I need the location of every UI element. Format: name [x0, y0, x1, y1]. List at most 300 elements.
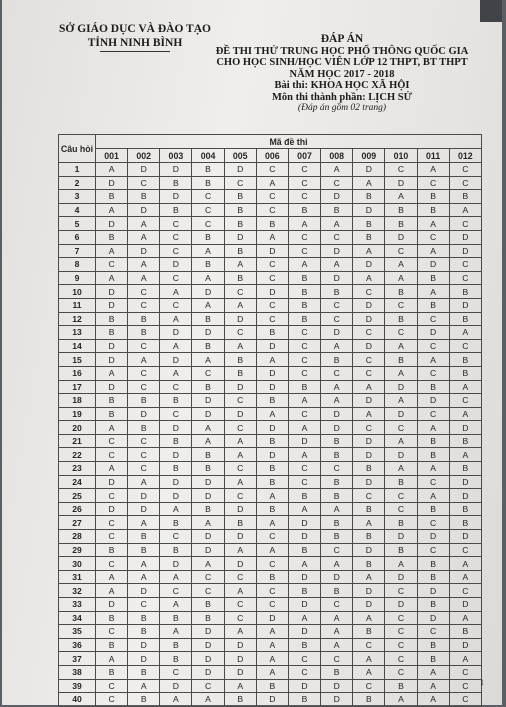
answer-cell: A — [192, 271, 224, 285]
answer-cell: C — [288, 244, 320, 258]
answer-cell: C — [288, 407, 320, 421]
answer-cell: C — [449, 271, 481, 285]
answer-cell: A — [385, 462, 417, 476]
answer-cell: A — [224, 448, 256, 462]
answer-cell: A — [321, 557, 353, 571]
answer-cell: A — [321, 394, 353, 408]
answer-cell: D — [417, 530, 449, 544]
answer-cell: B — [160, 203, 192, 217]
answer-cell: C — [353, 638, 385, 652]
answer-cell: D — [288, 625, 320, 639]
table-row — [59, 203, 482, 217]
exam-code-header: 009 — [353, 149, 385, 163]
answer-cell: C — [160, 584, 192, 598]
table-row — [59, 638, 482, 652]
answer-cell: C — [160, 217, 192, 231]
answer-cell: B — [321, 475, 353, 489]
answer-cell: B — [385, 203, 417, 217]
answer-cell: D — [160, 557, 192, 571]
answer-cell: C — [321, 312, 353, 326]
answer-cell: D — [385, 380, 417, 394]
table-row — [59, 530, 482, 544]
answer-cell: A — [256, 543, 288, 557]
answer-cell: B — [128, 312, 160, 326]
answer-cell: C — [192, 584, 224, 598]
answer-cell: A — [321, 638, 353, 652]
answer-cell: D — [321, 679, 353, 693]
answer-cell: D — [96, 475, 128, 489]
answer-cell: B — [449, 366, 481, 380]
answer-cell: B — [321, 353, 353, 367]
answer-cell: C — [192, 203, 224, 217]
answer-cell: D — [353, 258, 385, 272]
answer-cell: C — [160, 665, 192, 679]
answer-cell: A — [353, 570, 385, 584]
answer-cell: C — [128, 298, 160, 312]
table-row — [59, 475, 482, 489]
answer-cell: B — [353, 502, 385, 516]
answer-cell: A — [192, 434, 224, 448]
table-row — [59, 421, 482, 435]
answer-cell: B — [192, 502, 224, 516]
answer-cell: B — [417, 638, 449, 652]
answer-cell: A — [288, 394, 320, 408]
question-number: 26 — [59, 502, 96, 516]
answer-cell: B — [128, 625, 160, 639]
answer-cell: D — [353, 584, 385, 598]
answer-cell: B — [353, 557, 385, 571]
answer-rows — [59, 163, 482, 707]
answer-cell: B — [321, 285, 353, 299]
answer-cell: C — [224, 598, 256, 612]
answer-cell: A — [192, 693, 224, 707]
answer-cell: D — [128, 584, 160, 598]
answer-cell: C — [256, 190, 288, 204]
answer-cell: B — [96, 665, 128, 679]
answer-cell: C — [417, 516, 449, 530]
answer-cell: A — [128, 258, 160, 272]
answer-cell: B — [192, 230, 224, 244]
answer-cell: C — [449, 693, 481, 707]
answer-cell: B — [160, 638, 192, 652]
question-number: 22 — [59, 448, 96, 462]
answer-cell: A — [160, 366, 192, 380]
answer-cell: C — [128, 434, 160, 448]
answer-cell: D — [128, 638, 160, 652]
answer-cell: C — [385, 625, 417, 639]
answer-cell: C — [96, 679, 128, 693]
answer-cell: C — [256, 598, 288, 612]
answer-cell: A — [353, 665, 385, 679]
answer-cell: C — [321, 230, 353, 244]
answer-cell: B — [417, 298, 449, 312]
answer-cell: A — [160, 570, 192, 584]
answer-cell: C — [256, 203, 288, 217]
question-number: 6 — [59, 230, 96, 244]
table-row — [59, 557, 482, 571]
answer-cell: A — [192, 244, 224, 258]
answer-cell: A — [449, 326, 481, 340]
question-number: 9 — [59, 271, 96, 285]
answer-cell: B — [192, 598, 224, 612]
answer-cell: C — [288, 462, 320, 476]
answer-cell: C — [128, 448, 160, 462]
table-row — [59, 326, 482, 340]
question-number: 19 — [59, 407, 96, 421]
answer-cell: D — [449, 475, 481, 489]
table-row — [59, 380, 482, 394]
question-number: 5 — [59, 217, 96, 231]
answer-cell: D — [449, 230, 481, 244]
answer-cell: D — [160, 679, 192, 693]
answer-cell: D — [192, 326, 224, 340]
answer-cell: D — [224, 163, 256, 177]
question-number: 1 — [59, 163, 96, 177]
answer-cell: D — [96, 298, 128, 312]
answer-cell: B — [353, 530, 385, 544]
answer-cell: C — [96, 530, 128, 544]
answer-cell: B — [385, 516, 417, 530]
answer-cell: A — [256, 652, 288, 666]
answer-cell: C — [288, 366, 320, 380]
answer-cell: D — [256, 421, 288, 435]
answer-cell: D — [353, 448, 385, 462]
table-row — [59, 652, 482, 666]
answer-cell: A — [449, 203, 481, 217]
answer-cell: D — [160, 190, 192, 204]
answer-cell: B — [224, 244, 256, 258]
answer-cell: B — [288, 298, 320, 312]
answer-cell: B — [449, 516, 481, 530]
answer-cell: B — [385, 312, 417, 326]
answer-cell: D — [160, 475, 192, 489]
answer-cell: D — [321, 570, 353, 584]
answer-cell: B — [256, 502, 288, 516]
answer-cell: C — [321, 543, 353, 557]
answer-cell: C — [353, 285, 385, 299]
table-row — [59, 679, 482, 693]
answer-cell: D — [353, 543, 385, 557]
exam-code-header: 003 — [160, 149, 192, 163]
answer-cell: B — [449, 312, 481, 326]
answer-cell: C — [288, 230, 320, 244]
answer-cell: C — [192, 190, 224, 204]
answer-cell: D — [224, 312, 256, 326]
answer-cell: C — [96, 489, 128, 503]
answer-cell: B — [256, 217, 288, 231]
answer-cell: D — [256, 611, 288, 625]
answer-cell: D — [160, 163, 192, 177]
answer-cell: B — [417, 271, 449, 285]
answer-cell: D — [288, 679, 320, 693]
answer-cell: A — [192, 516, 224, 530]
answer-cell: A — [128, 570, 160, 584]
answer-table — [58, 134, 482, 707]
answer-cell: A — [321, 611, 353, 625]
answer-cell: C — [288, 176, 320, 190]
answer-cell: A — [224, 584, 256, 598]
background-corner — [480, 0, 502, 22]
answer-cell: D — [321, 693, 353, 707]
answer-cell: D — [96, 502, 128, 516]
answer-cell: C — [96, 516, 128, 530]
answer-cell: C — [160, 407, 192, 421]
answer-cell: A — [160, 339, 192, 353]
answer-cell: B — [417, 448, 449, 462]
answer-cell: A — [449, 570, 481, 584]
answer-cell: A — [449, 448, 481, 462]
answer-cell: A — [96, 462, 128, 476]
question-number: 38 — [59, 665, 96, 679]
answer-cell: C — [417, 339, 449, 353]
answer-cell: B — [353, 230, 385, 244]
table-row — [59, 190, 482, 204]
answer-cell: D — [417, 584, 449, 598]
answer-cell: A — [96, 366, 128, 380]
answer-cell: D — [224, 665, 256, 679]
answer-cell: C — [321, 598, 353, 612]
answer-cell: C — [417, 312, 449, 326]
answer-cell: B — [385, 217, 417, 231]
answer-cell: D — [160, 421, 192, 435]
answer-cell: C — [449, 543, 481, 557]
answer-cell: A — [321, 625, 353, 639]
answer-cell: C — [353, 353, 385, 367]
answer-cell: C — [128, 366, 160, 380]
question-number: 15 — [59, 353, 96, 367]
exam-code-header: 007 — [288, 149, 320, 163]
question-number: 27 — [59, 516, 96, 530]
answer-cell: A — [128, 230, 160, 244]
answer-cell: A — [449, 652, 481, 666]
answer-cell: C — [385, 638, 417, 652]
table-row — [59, 516, 482, 530]
answer-cell: C — [449, 258, 481, 272]
answer-cell: D — [353, 475, 385, 489]
answer-cell: C — [385, 326, 417, 340]
doc-title: ĐÁP ÁN — [320, 33, 364, 45]
answer-cell: A — [353, 611, 385, 625]
answer-cell: B — [256, 570, 288, 584]
question-number: 16 — [59, 366, 96, 380]
answer-cell: D — [449, 298, 481, 312]
answer-cell: C — [385, 244, 417, 258]
exam-audience: CHO HỌC SINH/HỌC VIÊN LỚP 12 THPT, BT THPT — [216, 57, 468, 68]
answer-cell: C — [224, 421, 256, 435]
answer-cell: D — [256, 339, 288, 353]
answer-cell: B — [128, 190, 160, 204]
table-row — [59, 434, 482, 448]
answer-cell: A — [288, 557, 320, 571]
answer-cell: D — [353, 203, 385, 217]
answer-cell: D — [192, 638, 224, 652]
answer-cell: D — [160, 489, 192, 503]
answer-cell: B — [288, 693, 320, 707]
answer-cell: B — [160, 611, 192, 625]
answer-cell: D — [192, 285, 224, 299]
answer-cell: D — [192, 652, 224, 666]
answer-cell: D — [192, 625, 224, 639]
answer-cell: C — [224, 176, 256, 190]
answer-cell: A — [256, 516, 288, 530]
answer-cell: A — [385, 366, 417, 380]
answer-cell: C — [449, 394, 481, 408]
answer-cell: D — [417, 394, 449, 408]
table-row — [59, 693, 482, 707]
answer-cell: A — [256, 665, 288, 679]
answer-cell: B — [449, 434, 481, 448]
answer-cell: A — [256, 353, 288, 367]
answer-cell: C — [128, 339, 160, 353]
answer-cell: B — [160, 543, 192, 557]
answer-cell: C — [160, 244, 192, 258]
table-row — [59, 163, 482, 177]
answer-cell: A — [353, 176, 385, 190]
table-row — [59, 489, 482, 503]
answer-cell: B — [224, 366, 256, 380]
answer-cell: B — [192, 312, 224, 326]
answer-cell: A — [417, 679, 449, 693]
answer-cell: D — [417, 258, 449, 272]
answer-cell: A — [385, 258, 417, 272]
question-number: 2 — [59, 176, 96, 190]
answer-cell: B — [321, 516, 353, 530]
exam-code-group-header: Mã đề thi — [96, 135, 482, 149]
table-row — [59, 462, 482, 476]
answer-cell: B — [288, 543, 320, 557]
answer-cell: B — [288, 489, 320, 503]
question-number: 21 — [59, 434, 96, 448]
answer-cell: B — [321, 665, 353, 679]
answer-cell: B — [128, 543, 160, 557]
question-number: 20 — [59, 421, 96, 435]
answer-cell: C — [321, 298, 353, 312]
answer-cell: B — [160, 434, 192, 448]
table-row — [59, 312, 482, 326]
answer-cell: C — [288, 652, 320, 666]
answer-cell: B — [224, 516, 256, 530]
answer-cell: B — [224, 271, 256, 285]
answer-cell: C — [128, 462, 160, 476]
answer-cell: C — [288, 339, 320, 353]
answer-cell: D — [353, 312, 385, 326]
answer-cell: B — [192, 611, 224, 625]
answer-cell: A — [353, 652, 385, 666]
exam-code-header: 002 — [128, 149, 160, 163]
answer-cell: B — [256, 475, 288, 489]
answer-cell: C — [96, 258, 128, 272]
answer-cell: D — [449, 421, 481, 435]
table-row — [59, 285, 482, 299]
table-row — [59, 244, 482, 258]
answer-cell: A — [417, 462, 449, 476]
question-number: 4 — [59, 203, 96, 217]
answer-cell: D — [385, 230, 417, 244]
answer-cell: A — [224, 475, 256, 489]
answer-cell: A — [417, 421, 449, 435]
answer-cell: A — [385, 394, 417, 408]
answer-cell: C — [128, 598, 160, 612]
answer-cell: A — [353, 244, 385, 258]
answer-cell: C — [417, 407, 449, 421]
answer-cell: C — [128, 176, 160, 190]
exam-subject: Bài thi: KHOA HỌC XÃ HỘI — [274, 80, 410, 91]
answer-cell: A — [160, 285, 192, 299]
answer-cell: D — [321, 326, 353, 340]
answer-cell: B — [288, 638, 320, 652]
answer-cell: C — [417, 230, 449, 244]
answer-cell: A — [417, 353, 449, 367]
answer-cell: A — [256, 638, 288, 652]
answer-cell: A — [288, 421, 320, 435]
answer-cell: C — [353, 421, 385, 435]
answer-cell: B — [224, 353, 256, 367]
answer-cell: D — [449, 598, 481, 612]
answer-cell: D — [224, 652, 256, 666]
answer-cell: C — [288, 353, 320, 367]
answer-cell: B — [192, 380, 224, 394]
answer-cell: B — [417, 598, 449, 612]
question-number: 3 — [59, 190, 96, 204]
answer-cell: B — [353, 462, 385, 476]
answer-cell: A — [256, 407, 288, 421]
answer-cell: B — [417, 557, 449, 571]
answer-cell: A — [160, 625, 192, 639]
table-row — [59, 625, 482, 639]
answer-cell: A — [417, 163, 449, 177]
answer-cell: D — [321, 190, 353, 204]
answer-cell: D — [353, 298, 385, 312]
answer-cell: B — [449, 462, 481, 476]
answer-cell: C — [449, 163, 481, 177]
answer-cell: B — [128, 530, 160, 544]
school-year: NĂM HỌC 2017 - 2018 — [289, 68, 395, 80]
question-number: 24 — [59, 475, 96, 489]
exam-code-header: 005 — [224, 149, 256, 163]
answer-cell: B — [96, 543, 128, 557]
answer-cell: D — [256, 244, 288, 258]
answer-cell: C — [224, 462, 256, 476]
answer-cell: C — [224, 570, 256, 584]
answer-cell: A — [385, 693, 417, 707]
answer-cell: D — [96, 217, 128, 231]
answer-cell: D — [160, 448, 192, 462]
answer-cell: C — [321, 462, 353, 476]
question-number: 37 — [59, 652, 96, 666]
answer-cell: A — [288, 502, 320, 516]
exam-code-header: 010 — [385, 149, 417, 163]
answer-cell: A — [353, 407, 385, 421]
answer-cell: D — [256, 285, 288, 299]
answer-cell: A — [449, 380, 481, 394]
answer-cell: B — [256, 434, 288, 448]
answer-cell: D — [288, 530, 320, 544]
answer-cell: C — [256, 312, 288, 326]
answer-cell: C — [256, 258, 288, 272]
answer-cell: B — [192, 462, 224, 476]
table-row — [59, 271, 482, 285]
answer-cell: B — [385, 285, 417, 299]
answer-cell: B — [417, 380, 449, 394]
table-row — [59, 598, 482, 612]
answer-cell: D — [353, 434, 385, 448]
question-number: 33 — [59, 598, 96, 612]
answer-cell: B — [160, 176, 192, 190]
answer-cell: D — [192, 530, 224, 544]
answer-cell: A — [128, 679, 160, 693]
answer-cell: B — [128, 421, 160, 435]
answer-cell: B — [160, 516, 192, 530]
